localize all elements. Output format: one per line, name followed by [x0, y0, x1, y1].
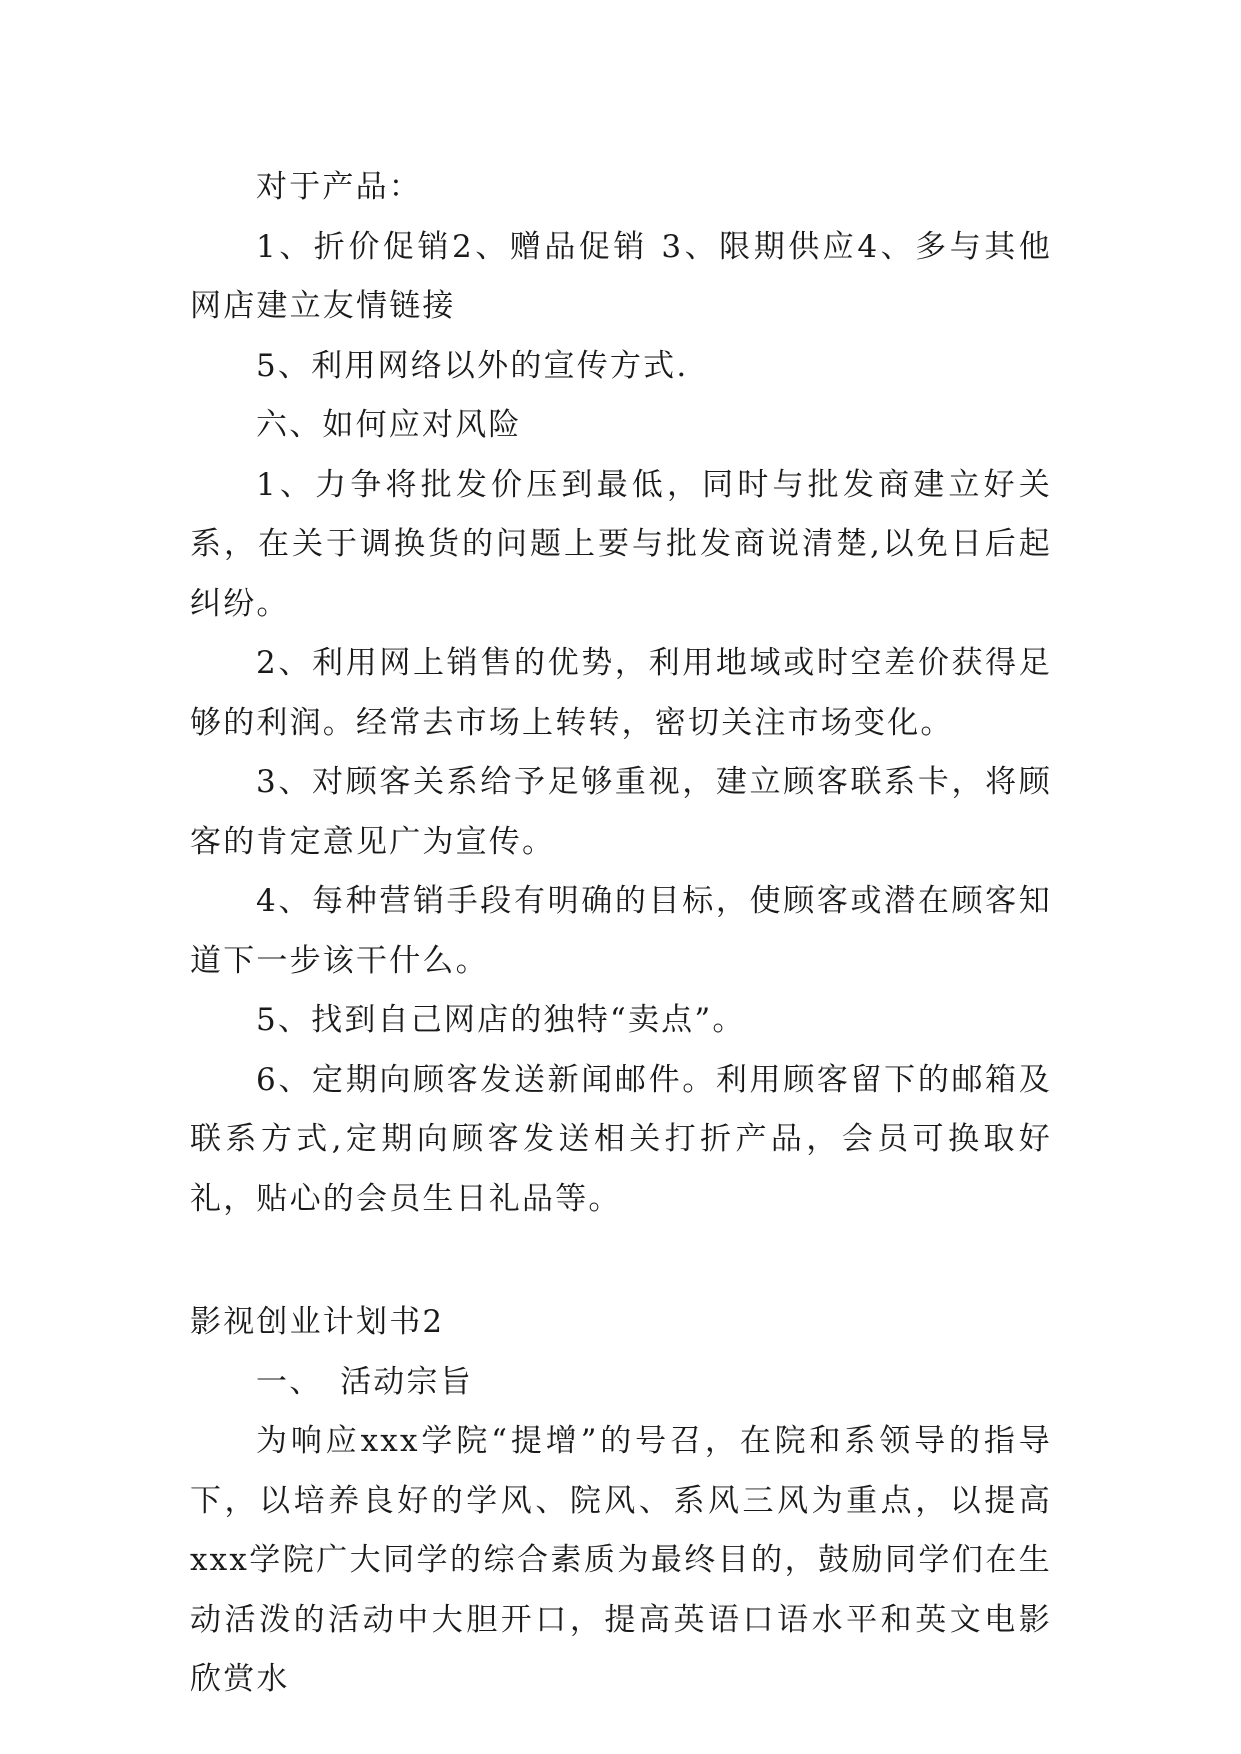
document-body	[190, 158, 1052, 1710]
paragraph: 3、对顾客关系给予足够重视，建立顾客联系卡，将顾客的肯定意见广为宣传。	[190, 764, 1052, 860]
document-title: 影视创业计划书2	[190, 1304, 445, 1340]
section-heading: 六、如何应对风险	[256, 407, 522, 443]
paragraph: 4、每种营销手段有明确的目标，使顾客或潜在顾客知道下一步该干什么。	[190, 883, 1052, 979]
paragraph: 2、利用网上销售的优势，利用地域或时空差价获得足够的利润。经常去市场上转转，密切关注市场变化。	[190, 645, 1052, 741]
paragraph: 为响应xxx学院“提增”的号召，在院和系领导的指导下，以培养良好的学风、院风、系风三风为重点，以提高xxx学院广大同学的综合素质为最终目的，鼓励同学们在生动活泼的活动中大胆开口，提高英语口语水平和英文电影欣赏水	[190, 1423, 1052, 1697]
paragraph: 1、力争将批发价压到最低，同时与批发商建立好关系，在关于调换货的问题上要与批发商说清楚,以免日后起纠纷。	[190, 466, 1052, 622]
paragraph: 5、利用网络以外的宣传方式.	[256, 347, 689, 384]
paragraph: 5、找到自己网店的独特“卖点”。	[256, 1002, 746, 1038]
paragraph: 6、定期向顾客发送新闻邮件。利用顾客留下的邮箱及联系方式,定期向顾客发送相关打折产品，会员可换取好礼，贴心的会员生日礼品等。	[190, 1061, 1052, 1217]
section-heading: 一、 活动宗旨	[256, 1363, 473, 1400]
paragraph: 1、折价促销2、赠品促销 3、限期供应4、多与其他网店建立友情链接	[190, 228, 1052, 324]
paragraph: 对于产品：	[256, 169, 422, 205]
